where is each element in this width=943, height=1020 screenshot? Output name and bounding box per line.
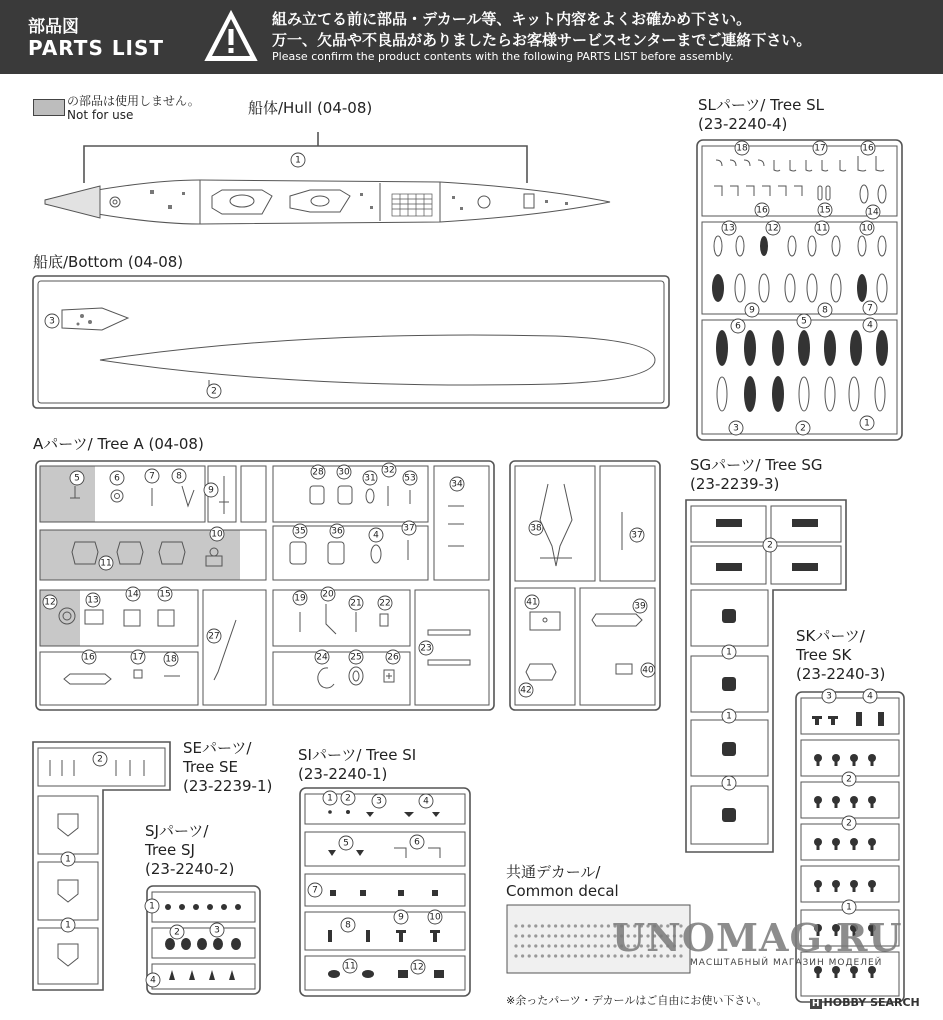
part-number-label: 15	[819, 205, 831, 216]
tree-a-runner	[36, 461, 494, 710]
part-number-callout	[450, 477, 464, 491]
part-number-callout	[131, 650, 145, 664]
part-number-label: 5	[74, 473, 80, 484]
part-number-label: 9	[749, 305, 755, 316]
part-number-callout	[339, 836, 353, 850]
part-number-label: 1	[327, 793, 333, 804]
part-number-label: 37	[403, 523, 415, 534]
tree-sg-code: (23-2239-3)	[690, 475, 780, 493]
notice-line-1: 組み立てる前に部品・デカール等、キット内容をよくお確かめ下さい。	[272, 10, 752, 28]
part-number-label: 4	[150, 975, 156, 986]
part-number-callout	[529, 521, 543, 535]
part-number-label: 6	[414, 837, 420, 848]
part-number-callout	[372, 794, 386, 808]
part-number-callout	[45, 314, 59, 328]
part-number-callout	[204, 483, 218, 497]
part-number-callout	[207, 384, 221, 398]
part-number-callout	[363, 471, 377, 485]
part-number-label: 1	[149, 901, 155, 912]
part-number-label: 38	[530, 523, 542, 534]
part-number-callout	[763, 538, 777, 552]
part-number-label: 40	[642, 665, 654, 676]
part-number-callout	[745, 303, 759, 317]
tree-si-label: SIパーツ/ Tree SI	[298, 746, 417, 764]
part-number-label: 16	[862, 143, 874, 154]
watermark: UNOMAG.RU	[612, 915, 903, 960]
part-number-callout	[293, 524, 307, 538]
part-number-callout	[630, 528, 644, 542]
part-number-callout	[349, 650, 363, 664]
tree-se-label-en: Tree SE	[183, 758, 239, 776]
part-number-callout	[378, 596, 392, 610]
part-number-callout	[99, 556, 113, 570]
part-number-label: 11	[344, 961, 356, 972]
tree-se-label: SEパーツ/	[183, 739, 252, 757]
tree-sj-code: (23-2240-2)	[145, 860, 235, 878]
tree-si-runner	[300, 788, 470, 996]
part-number-label: 3	[826, 691, 832, 702]
part-number-label: 5	[343, 838, 349, 849]
part-number-callout	[641, 663, 655, 677]
part-number-label: 7	[312, 885, 318, 896]
part-number-label: 8	[345, 920, 351, 931]
part-number-label: 8	[822, 305, 828, 316]
part-number-callout	[369, 528, 383, 542]
part-number-label: 42	[520, 685, 532, 696]
part-number-label: 1	[726, 778, 732, 789]
part-number-callout	[815, 221, 829, 235]
tree-sj-label: SJパーツ/	[145, 822, 209, 840]
part-number-callout	[349, 596, 363, 610]
part-number-label: 12	[44, 597, 56, 608]
hobby-search-logo	[810, 996, 920, 1009]
hull-label: 船体/Hull (04-08)	[248, 99, 373, 117]
part-number-callout	[797, 314, 811, 328]
part-number-label: 24	[316, 652, 328, 663]
tree-si-code: (23-2240-1)	[298, 765, 388, 783]
part-number-callout	[341, 918, 355, 932]
part-number-label: 1	[65, 854, 71, 865]
part-number-label: 7	[867, 303, 873, 314]
part-number-label: 9	[208, 485, 214, 496]
part-number-callout	[93, 752, 107, 766]
part-number-label: 14	[127, 589, 139, 600]
logo-text: HOBBY SEARCH	[823, 996, 920, 1009]
part-number-callout	[321, 587, 335, 601]
part-number-callout	[61, 918, 75, 932]
part-number-callout	[386, 650, 400, 664]
part-number-callout	[722, 221, 736, 235]
part-number-label: 1	[726, 647, 732, 658]
part-number-label: 2	[174, 927, 180, 938]
part-number-callout	[170, 925, 184, 939]
part-number-callout	[863, 301, 877, 315]
legend-text-jp: の部品は使用しません。	[67, 94, 200, 108]
part-number-label: 17	[132, 652, 144, 663]
part-number-label: 28	[312, 467, 324, 478]
part-number-callout	[818, 203, 832, 217]
part-number-label: 16	[756, 205, 768, 216]
part-number-label: 2	[846, 818, 852, 829]
part-number-callout	[145, 899, 159, 913]
part-number-label: 11	[816, 223, 828, 234]
part-number-label: 23	[420, 643, 432, 654]
part-number-callout	[207, 629, 221, 643]
part-number-callout	[729, 421, 743, 435]
part-number-callout	[70, 471, 84, 485]
part-number-label: 10	[211, 529, 223, 540]
tree-sj-runner	[147, 886, 260, 994]
part-number-label: 10	[429, 912, 441, 923]
notice-line-3: Please confirm the product contents with the following PARTS LIST before assembly.	[272, 50, 734, 63]
bottom-label: 船底/Bottom (04-08)	[33, 253, 184, 271]
part-number-label: 12	[767, 223, 779, 234]
part-number-label: 14	[867, 207, 879, 218]
tree-se-code: (23-2239-1)	[183, 777, 273, 795]
part-number-callout	[525, 595, 539, 609]
tree-sl-code: (23-2240-4)	[698, 115, 788, 133]
hull-runner	[45, 132, 610, 224]
part-number-label: 27	[208, 631, 220, 642]
part-number-label: 18	[736, 143, 748, 154]
part-number-callout	[755, 203, 769, 217]
part-number-callout	[323, 791, 337, 805]
part-number-label: 2	[800, 423, 806, 434]
part-number-label: 1	[726, 711, 732, 722]
part-number-label: 2	[97, 754, 103, 765]
part-number-label: 1	[65, 920, 71, 931]
part-number-callout	[311, 465, 325, 479]
part-number-label: 34	[451, 479, 463, 490]
part-number-label: 3	[376, 796, 382, 807]
part-number-callout	[315, 650, 329, 664]
part-number-label: 4	[867, 320, 873, 331]
part-number-callout	[860, 416, 874, 430]
part-number-callout	[735, 141, 749, 155]
part-number-callout	[308, 883, 322, 897]
part-number-callout	[722, 709, 736, 723]
part-number-callout	[394, 910, 408, 924]
tree-sj-label-en: Tree SJ	[145, 841, 195, 859]
part-number-label: 17	[814, 143, 826, 154]
part-number-callout	[403, 471, 417, 485]
part-number-label: 16	[83, 652, 95, 663]
part-number-callout	[419, 641, 433, 655]
tree-sg-label: SGパーツ/ Tree SG	[690, 456, 823, 474]
part-number-label: 26	[387, 652, 399, 663]
part-number-label: 53	[404, 473, 416, 484]
part-number-callout	[410, 835, 424, 849]
part-number-callout	[110, 471, 124, 485]
part-number-label: 4	[373, 530, 379, 541]
part-number-callout	[722, 645, 736, 659]
part-number-label: 39	[634, 601, 646, 612]
part-number-callout	[731, 319, 745, 333]
part-number-label: 18	[165, 654, 177, 665]
part-number-label: 6	[114, 473, 120, 484]
part-number-label: 19	[294, 593, 306, 604]
bottom-runner	[33, 276, 669, 408]
part-number-callout	[337, 465, 351, 479]
part-number-label: 2	[767, 540, 773, 551]
part-number-callout	[82, 650, 96, 664]
part-number-label: 41	[526, 597, 538, 608]
part-number-label: 5	[801, 316, 807, 327]
part-number-callout	[428, 910, 442, 924]
part-number-label: 8	[176, 471, 182, 482]
part-number-label: 22	[379, 598, 391, 609]
watermark-subtitle: МАСШТАБНЫЙ МАГАЗИН МОДЕЛЕЙ	[690, 958, 883, 968]
part-number-callout	[519, 683, 533, 697]
part-number-callout	[61, 852, 75, 866]
part-number-label: 4	[867, 691, 873, 702]
tree-sk-code: (23-2240-3)	[796, 665, 886, 683]
part-number-label: 10	[861, 223, 873, 234]
tree-se-runner	[33, 742, 170, 990]
part-number-callout	[341, 791, 355, 805]
part-number-label: 3	[733, 423, 739, 434]
part-number-label: 25	[350, 652, 362, 663]
part-number-label: 36	[331, 526, 343, 537]
tree-a-side-runner	[510, 461, 660, 710]
part-number-callout	[210, 527, 224, 541]
part-number-label: 32	[383, 465, 395, 476]
tree-sl-runner	[697, 140, 902, 440]
part-number-label: 31	[364, 473, 376, 484]
part-number-callout	[330, 524, 344, 538]
part-number-label: 4	[423, 796, 429, 807]
part-number-callout	[411, 960, 425, 974]
part-number-label: 9	[398, 912, 404, 923]
part-number-callout	[766, 221, 780, 235]
part-number-label: 13	[723, 223, 735, 234]
logo-mark: H	[812, 999, 820, 1009]
legend-text-en: Not for use	[67, 108, 134, 122]
part-number-callout	[842, 816, 856, 830]
tree-sk-label: SKパーツ/	[796, 627, 865, 645]
part-number-callout	[722, 776, 736, 790]
part-number-callout	[863, 318, 877, 332]
part-number-callout	[863, 689, 877, 703]
part-number-callout	[813, 141, 827, 155]
page-title: PARTS LIST	[28, 36, 165, 60]
part-number-callout	[210, 923, 224, 937]
part-number-callout	[842, 772, 856, 786]
part-number-label: 3	[214, 925, 220, 936]
part-number-callout	[343, 959, 357, 973]
part-number-label: 1	[864, 418, 870, 429]
part-number-callout	[146, 973, 160, 987]
part-number-callout	[43, 595, 57, 609]
tree-sg-runner	[686, 500, 846, 852]
part-number-callout	[860, 221, 874, 235]
tree-a-label: Aパーツ/ Tree A (04-08)	[33, 435, 204, 453]
part-number-label: 35	[294, 526, 306, 537]
part-number-label: 20	[322, 589, 334, 600]
part-number-callout	[861, 141, 875, 155]
part-number-callout	[164, 652, 178, 666]
part-number-callout	[382, 463, 396, 477]
part-number-label: 7	[149, 471, 155, 482]
part-number-callout	[402, 521, 416, 535]
tree-sl-label: SLパーツ/ Tree SL	[698, 96, 824, 114]
tree-sk-label-en: Tree SK	[796, 646, 852, 664]
decal-label-en: Common decal	[506, 882, 619, 900]
part-number-label: 2	[846, 774, 852, 785]
part-number-callout	[419, 794, 433, 808]
decal-label: 共通デカール/	[506, 863, 601, 881]
part-number-label: 13	[87, 595, 99, 606]
part-number-callout	[126, 587, 140, 601]
part-number-label: 3	[49, 316, 55, 327]
page-title-jp: 部品図	[28, 17, 79, 37]
part-number-callout	[293, 591, 307, 605]
part-number-label: 30	[338, 467, 350, 478]
part-number-callout	[158, 587, 172, 601]
notice-line-2: 万一、欠品や不良品がありましたらお客様サービスセンターまでご連絡下さい。	[272, 31, 812, 49]
part-number-callout	[291, 153, 305, 167]
part-number-callout	[822, 689, 836, 703]
part-number-callout	[866, 205, 880, 219]
part-number-label: 2	[211, 386, 217, 397]
part-number-label: 12	[412, 962, 424, 973]
part-number-callout	[172, 469, 186, 483]
part-number-label: 1	[846, 902, 852, 913]
part-number-callout	[633, 599, 647, 613]
part-number-callout	[796, 421, 810, 435]
part-number-label: 21	[350, 598, 362, 609]
footnote: ※余ったパーツ・デカールはご自由にお使い下さい。	[506, 994, 768, 1007]
part-number-callout	[818, 303, 832, 317]
part-number-label: 37	[631, 530, 643, 541]
part-number-callout	[842, 900, 856, 914]
part-number-callout	[145, 469, 159, 483]
part-number-label: 6	[735, 321, 741, 332]
part-number-callout	[86, 593, 100, 607]
part-number-label: 11	[100, 558, 112, 569]
part-number-label: 2	[345, 793, 351, 804]
part-number-label: 1	[295, 155, 301, 166]
part-number-label: 15	[159, 589, 171, 600]
